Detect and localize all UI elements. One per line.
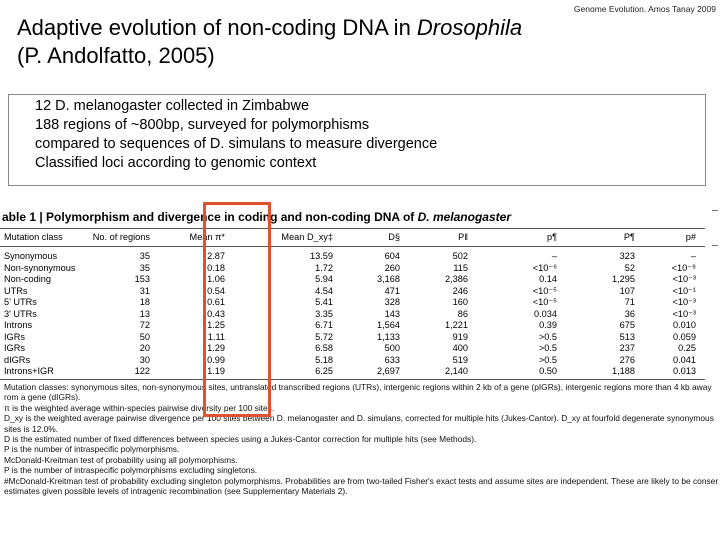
table-cell: 0.034 [534,308,557,319]
table-cell: 3,168 [377,274,400,284]
table-cell: 4.54 [315,285,333,296]
table-cell: >0.5 [538,354,557,365]
note-line: 188 regions of ~800bp, surveyed for polymorphisms [35,117,370,133]
table-cell: 675 [619,320,635,330]
table-cell: 0.25 [678,343,696,353]
table-header-cell: No. of regions [92,232,150,242]
slide-edge-mark [712,210,718,211]
table-cell: 6.25 [315,366,333,376]
table-cell: 1,564 [377,320,400,330]
table-cell: <10⁻¹ [672,285,696,296]
table-cell: 919 [452,331,468,342]
table-cell: 2,697 [377,366,400,376]
table-cell: 115 [453,262,468,273]
table-row [0,343,705,354]
table-cell: 502 [452,251,468,261]
table-cell: 276 [619,354,635,365]
table-cell: 633 [384,354,400,365]
table-cell: 5.94 [315,274,333,284]
table-cell: 0.18 [207,262,225,273]
highlight-box [203,202,271,417]
table-cell: 5.41 [315,297,333,307]
footnote-line: Mutation classes: synonymous sites, non-synonymous sites, untranslated transcribed regions (UTRs), intergenic regions within 2 kb of a gene (pIGRs), intergenic regions more than 4 kb away [4,382,712,392]
table-cell: 0.54 [207,285,225,296]
table-cell: Synonymous [4,251,58,261]
footnote-line: D is the estimated number of fixed differences between species using a Jukes-Cantor correction for multiple hits (see Methods). [4,434,477,444]
table-row [0,274,705,285]
footnote-line: D_xy is the weighted average pairwise divergence per 100 sites between D. melanogaster and D. simulans, corrected for multiple hits (Jukes-Cantor). D_xy at fourfold degenerate synonymous [4,413,714,424]
table-cell: 5' UTRs [4,297,37,307]
table-cell: – [690,251,696,261]
table-cell: Non-coding [4,274,51,284]
table-cell: 323 [619,251,635,261]
notes-box [8,94,706,186]
table-cell: UTRs [4,285,28,296]
table-header-cell: Mean D_xy‡ [281,232,333,242]
table-cell: 1.29 [207,343,225,353]
table-cell: <10⁻⁹ [671,262,696,273]
table-row [0,355,705,366]
footnote-line: #McDonald-Kreitman test of probability excluding singleton polymorphisms. Probabilities are from two-tailed Fisher's exact tests and assume sites are independent. These are likely to be conser [4,475,719,486]
table-row [0,332,705,343]
footnote-line: P is the number of intraspecific polymorphisms excluding singletons. [4,465,258,476]
table-cell: <10⁻⁵ [532,285,557,296]
table-row [0,251,705,262]
table-cell: 13.59 [310,251,333,261]
footnote-line: estimates given possible levels of intragenic recombination (see Supplementary Materials 2). [4,486,348,496]
table-cell: 143 [384,308,400,319]
table-cell: 35 [139,251,150,261]
title-line1-italic: Drosophila [416,15,523,40]
table-cell: 0.50 [539,366,557,376]
table-cell: 1.11 [207,331,225,342]
table-cell: 1,188 [612,366,635,376]
table-cell: <10⁻⁵ [532,297,557,307]
table-cell: 71 [624,297,635,307]
table-cell: 13 [139,308,150,319]
table-cell: >0.5 [538,343,557,353]
table-cell: 0.39 [539,320,557,330]
table-row [0,286,705,297]
table-cell: 52 [624,262,635,273]
table-cell: IGRs [4,331,25,342]
table-cell: <10⁻³ [672,308,696,319]
table-cell: 1.06 [207,274,225,284]
table-cell: 0.059 [673,331,696,342]
table-cell: 400 [452,343,468,353]
table-cell: 246 [452,285,468,296]
table-row [0,320,705,331]
slide-edge-mark [712,245,718,246]
table-cell: >0.5 [538,331,557,342]
table-header-cell: P‖ [458,232,468,242]
table-cell: 0.041 [673,354,696,365]
table-cell: 107 [619,285,635,296]
table-cell: 604 [384,251,400,261]
table-cell: 20 [139,343,150,353]
table-cell: 1,221 [445,320,468,330]
table-cell: Introns+IGR [4,366,54,376]
table-cell: 2,386 [445,274,468,284]
table-cell: 0.43 [207,308,225,319]
table-cell: 50 [139,331,150,342]
table-cell: 0.013 [673,366,696,376]
table-row [0,297,705,308]
table-cell: <10⁻⁶ [532,262,557,273]
table-cell: 260 [384,262,400,273]
table-cell: 36 [624,308,635,319]
footnote-line: rom a gene (dIGRs). [4,392,81,403]
table-cell: 86 [457,308,468,319]
table-cell: <10⁻³ [672,297,696,307]
table-cell: 5.72 [315,331,333,342]
table-cell: – [551,251,557,261]
slide-title [17,14,522,70]
table-cell: 72 [139,320,150,330]
note-line: 12 D. melanogaster collected in Zimbabwe [35,98,310,114]
table-cell: 1.19 [207,366,225,376]
table-header-row [0,232,705,243]
table-row [0,263,705,274]
table-rule [0,246,705,247]
table-cell: Introns [4,320,33,330]
table-rule [0,228,705,229]
table-cell: 35 [139,262,150,273]
table-row [0,309,705,320]
table-cell: IGRs [4,343,25,353]
table-rule [0,379,705,380]
title-line2: (P. Andolfatto, 2005) [17,43,215,68]
table-header-cell: p# [685,232,696,242]
table-cell: 1.25 [207,320,225,330]
table-row [0,366,705,377]
footnote-line: π is the weighted average within-species pairwise diversity per 100 sites. [4,402,275,413]
table-cell: 0.010 [673,320,696,330]
table-cell: 328 [384,297,400,307]
table-cell: 3.35 [315,308,333,319]
table-cell: 30 [139,354,150,365]
title-line1-text: Adaptive evolution of non-coding DNA in [17,15,417,40]
table-header-cell: p¶ [546,232,557,242]
header-note: Genome Evolution. Amos Tanay 2009 [573,4,716,14]
table-cell: 2,140 [445,366,468,376]
table-cell: <10⁻³ [672,274,696,284]
table-cell: dIGRs [4,354,31,365]
table-cell: 471 [384,285,400,296]
table-cell: 18 [139,297,150,307]
footnote-line: sites is 12.0%. [4,423,58,434]
table-header-cell: D§ [388,232,400,242]
table-cell: 0.61 [207,297,225,307]
footnote-line: P is the number of intraspecific polymorphisms. [4,444,180,455]
table-cell: 6.71 [315,320,333,330]
table-cell: 160 [452,297,468,307]
table-image [0,202,719,502]
table-cell: 1,133 [377,331,400,342]
table-title-italic: D. melanogaster [417,210,511,224]
note-line: Classified loci according to genomic context [35,155,317,171]
table-cell: 519 [452,354,468,365]
table-cell: 5.18 [315,354,333,365]
table-cell: 3' UTRs [4,308,37,319]
table-cell: 31 [139,285,150,296]
table-cell: 1,295 [612,274,635,284]
table-title-text: able 1 | Polymorphism and divergence in coding and non-coding DNA of [2,210,418,224]
table-cell: 2.87 [207,251,225,261]
table-cell: Non-synonymous [4,262,76,273]
table-header-cell: Mean π* [189,232,225,242]
table-header-cell: Mutation class [4,232,63,242]
table-cell: 237 [619,343,635,353]
table-header-cell: P¶ [623,232,635,242]
table-cell: 1.72 [315,262,333,273]
table-cell: 153 [134,274,150,284]
table-cell: 500 [384,343,400,353]
table-cell: 0.14 [539,274,557,284]
footnote-line: McDonald-Kreitman test of probability using all polymorphisms. [4,454,238,465]
note-line: compared to sequences of D. simulans to measure divergence [35,136,438,152]
table-cell: 0.99 [207,354,225,365]
table-cell: 122 [134,366,150,376]
table-cell: 6.58 [315,343,333,353]
table-cell: 513 [619,331,635,342]
